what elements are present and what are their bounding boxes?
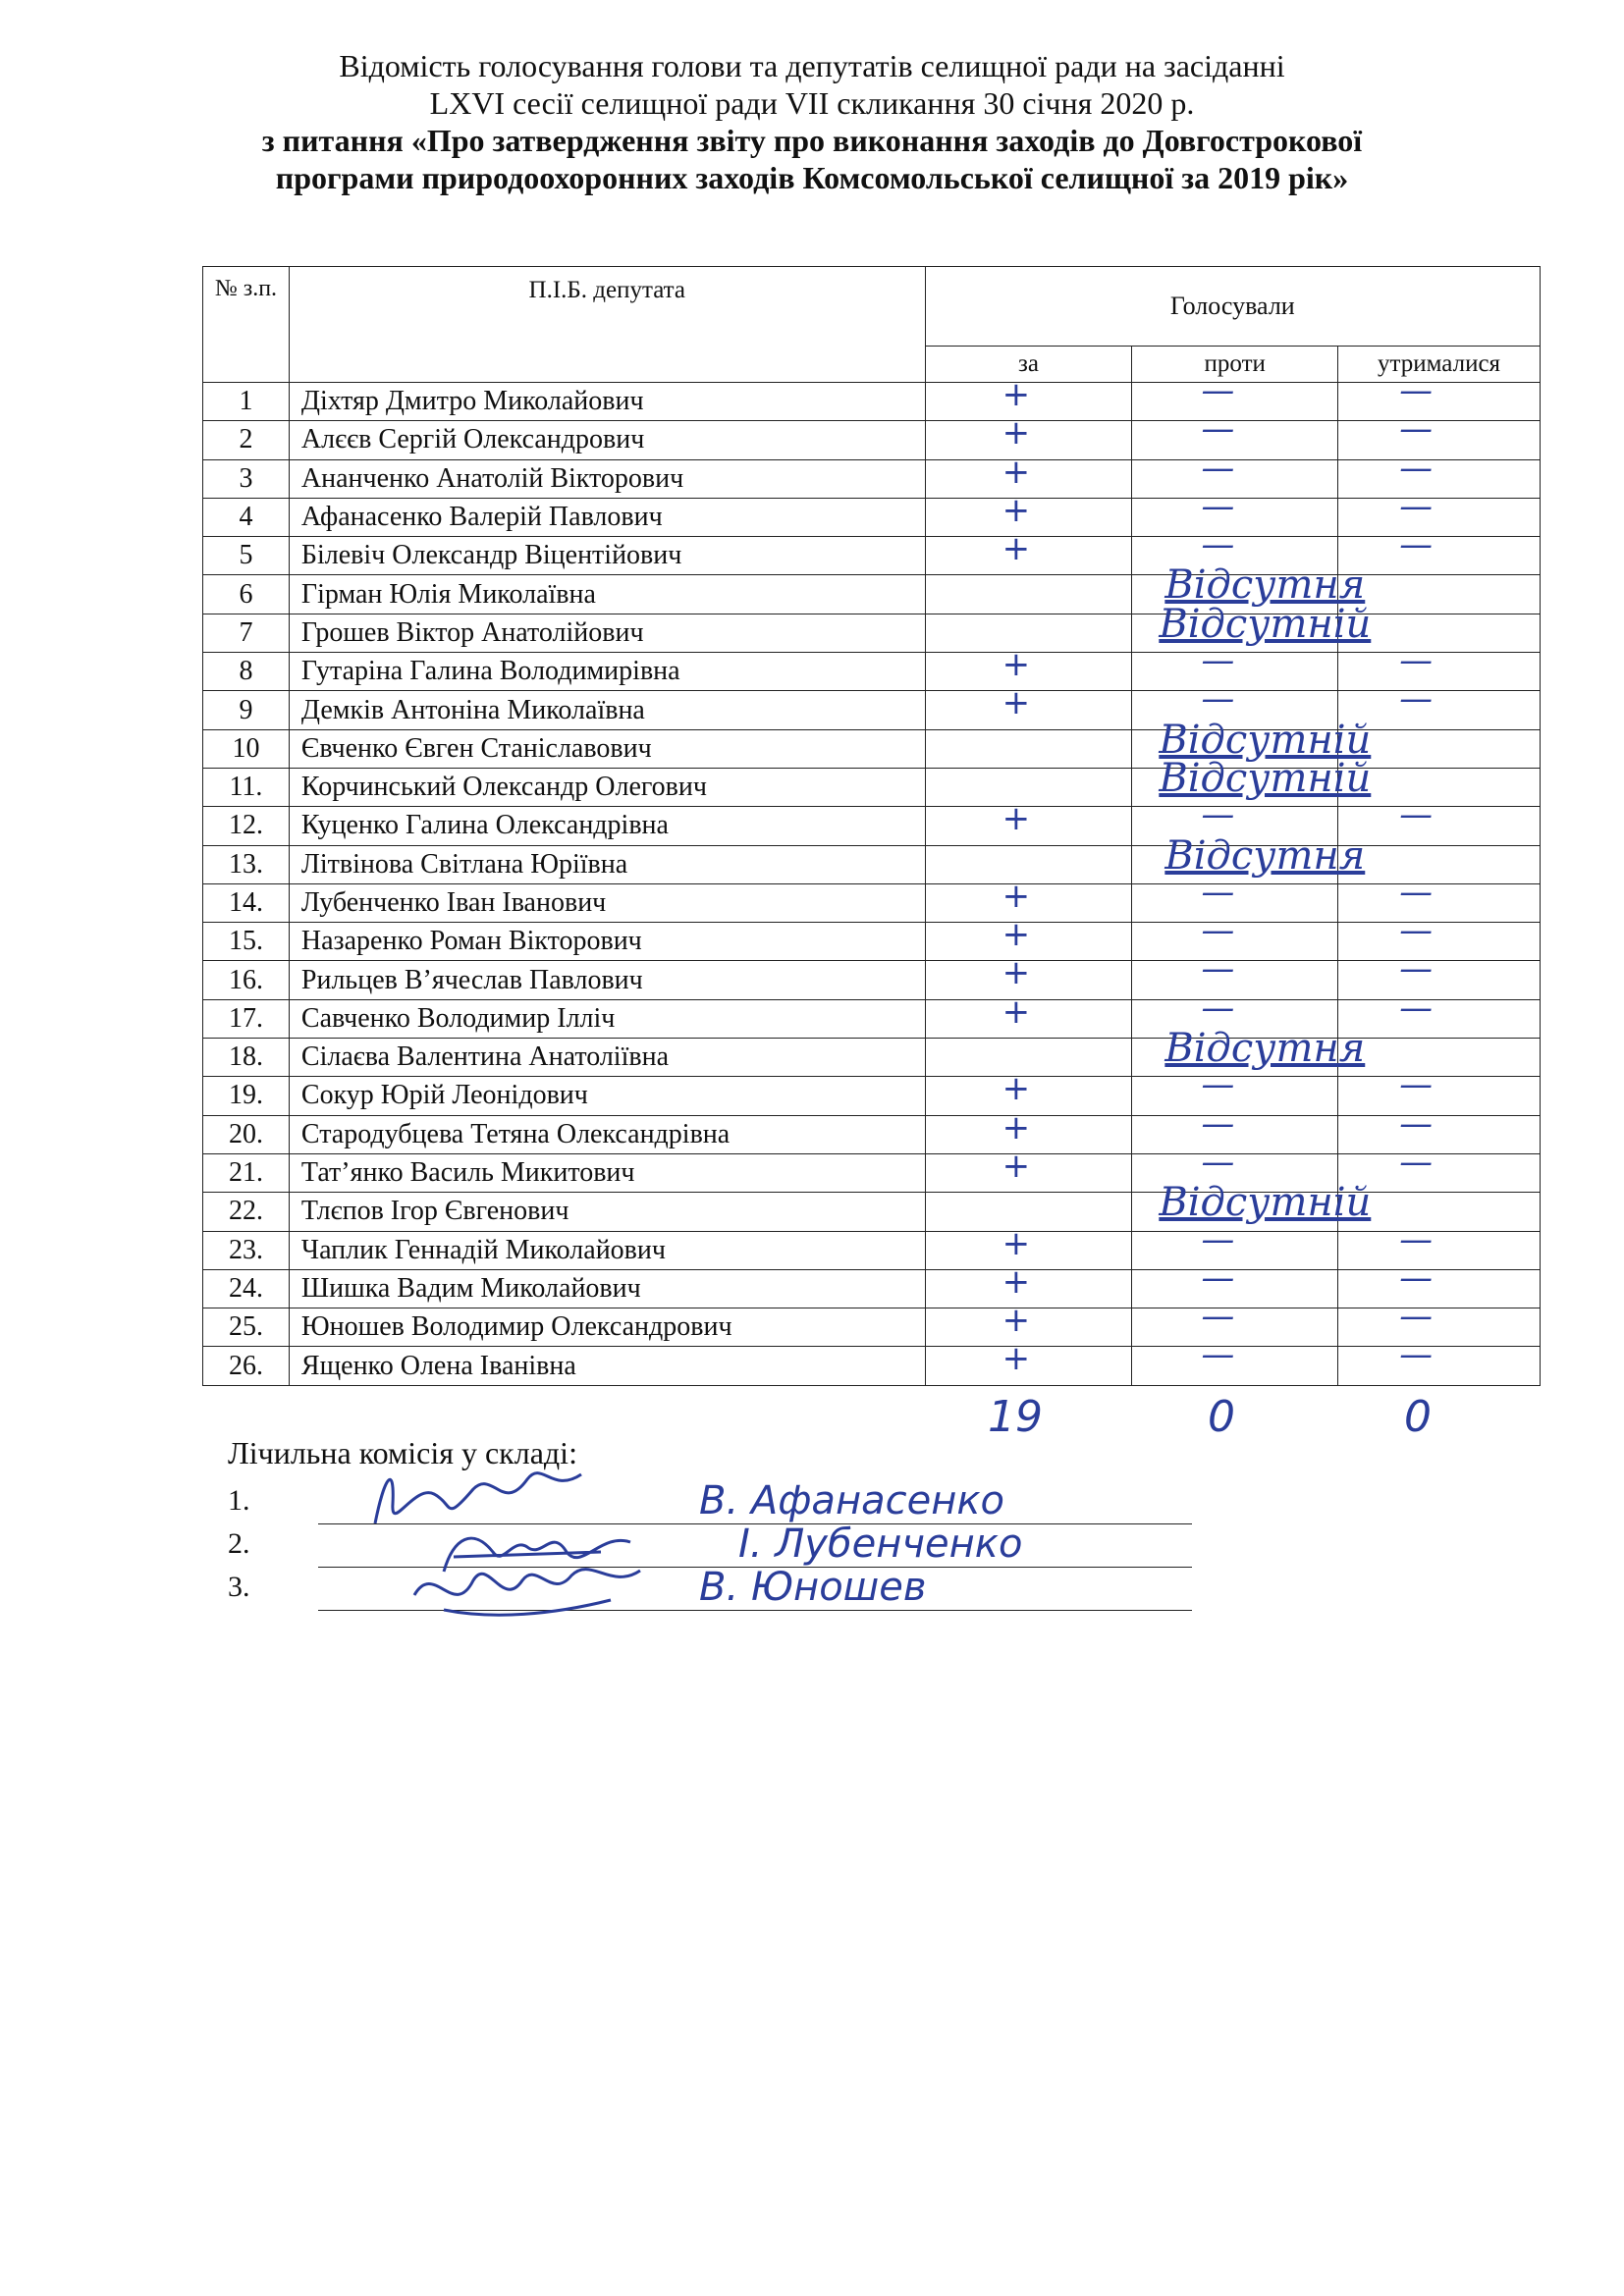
absent-note: Відсутній — [1159, 601, 1372, 647]
plus-mark: + — [1001, 529, 1031, 569]
plus-mark: + — [1001, 799, 1031, 839]
dash-mark: — — [1201, 1219, 1235, 1259]
vote-abstained-cell — [1338, 371, 1541, 421]
deputy-name: Тлєпов Ігор Євгенович — [289, 1193, 925, 1231]
vote-abstained-cell — [1338, 1193, 1541, 1231]
row-number: 19. — [203, 1077, 290, 1115]
row-number: 7 — [203, 614, 290, 652]
table-row — [203, 383, 1541, 421]
vote-abstained-cell — [1338, 1103, 1541, 1153]
vote-for-cell — [925, 575, 1132, 614]
row-number: 17. — [203, 999, 290, 1038]
row-number: 4 — [203, 498, 290, 536]
table-row — [203, 1347, 1541, 1385]
row-number: 9 — [203, 691, 290, 729]
deputy-name: Ященко Олена Іванівна — [289, 1347, 925, 1385]
vote-against-cell — [1132, 872, 1338, 922]
title-line-4: програми природоохоронних заходів Комсомольської селищної за 2019 рік» — [275, 160, 1349, 195]
row-number: 8 — [203, 653, 290, 691]
table-row — [203, 1077, 1541, 1115]
commission-member-1 — [228, 1478, 1004, 1523]
vote-against-cell — [1132, 448, 1338, 498]
row-number: 6 — [203, 575, 290, 614]
deputy-name: Куценко Галина Олександрівна — [289, 807, 925, 845]
absent-note: Відсутній — [1159, 717, 1372, 763]
dash-mark: — — [1201, 1335, 1235, 1375]
total-against: 0 — [1208, 1392, 1235, 1442]
plus-mark: + — [1001, 1146, 1031, 1186]
deputy-name: Корчинський Олександр Олегович — [289, 768, 925, 806]
table-row — [203, 421, 1541, 459]
total-for: 19 — [988, 1392, 1043, 1442]
vote-against-cell — [1132, 1103, 1338, 1153]
vote-against-cell — [1132, 371, 1338, 421]
member-number: 2. — [228, 1527, 250, 1560]
plus-mark: + — [1001, 490, 1031, 530]
absent-note: Відсутній — [1159, 755, 1372, 801]
row-number: 26. — [203, 1347, 290, 1385]
table-row — [203, 1269, 1541, 1308]
plus-mark: + — [1001, 413, 1031, 454]
deputy-name: Сілаєва Валентина Анатоліївна — [289, 1039, 925, 1077]
dash-mark: — — [1399, 1297, 1430, 1337]
deputy-name: Гутаріна Галина Володимирівна — [289, 653, 925, 691]
table-row — [203, 1308, 1541, 1347]
member-name: В. Юношев — [699, 1565, 927, 1610]
vote-against-cell — [1132, 1257, 1338, 1308]
plus-mark: + — [1001, 876, 1031, 916]
absent-note: Відсутня — [1164, 832, 1366, 879]
dash-mark: — — [1399, 1257, 1430, 1298]
dash-mark: — — [1201, 486, 1235, 526]
dash-mark: — — [1201, 795, 1235, 835]
deputy-name: Чаплик Геннадій Миколайович — [289, 1231, 925, 1269]
dash-mark: — — [1399, 525, 1430, 565]
dash-mark: — — [1201, 949, 1235, 989]
dash-mark: — — [1399, 949, 1430, 989]
dash-mark: — — [1201, 409, 1235, 450]
vote-against-cell — [1132, 755, 1372, 806]
table-row — [203, 923, 1541, 961]
vote-for-cell — [925, 1339, 1132, 1385]
deputy-name: Діхтяр Дмитро Миколайович — [289, 383, 925, 421]
vote-against-cell — [1132, 911, 1338, 961]
vote-against-cell — [1132, 1335, 1338, 1385]
table-row — [203, 614, 1541, 652]
vote-for-cell — [925, 991, 1132, 1038]
vote-abstained-cell — [1338, 911, 1541, 961]
dash-mark: — — [1201, 641, 1235, 681]
vote-abstained-cell — [1338, 1065, 1541, 1115]
vote-abstained-cell — [1338, 845, 1541, 883]
deputy-name: Савченко Володимир Ілліч — [289, 999, 925, 1038]
dash-mark: — — [1399, 872, 1430, 912]
dash-mark: — — [1399, 795, 1430, 835]
deputy-name: Алєєв Сергій Олександрович — [289, 421, 925, 459]
dash-mark: — — [1201, 679, 1235, 720]
dash-mark: — — [1399, 371, 1430, 410]
header-name: П.І.Б. депутата — [289, 267, 925, 383]
dash-mark: — — [1399, 1103, 1430, 1144]
row-number: 15. — [203, 923, 290, 961]
table-row — [203, 1231, 1541, 1269]
table-row — [203, 1193, 1541, 1231]
dash-mark: — — [1399, 988, 1430, 1028]
row-number: 11. — [203, 768, 290, 806]
table-row — [203, 653, 1541, 691]
table-row — [203, 498, 1541, 536]
table-row — [203, 1115, 1541, 1153]
row-number: 12. — [203, 807, 290, 845]
vote-abstained-cell — [1338, 448, 1541, 498]
table-row — [203, 883, 1541, 922]
row-number: 16. — [203, 961, 290, 999]
vote-abstained-cell — [1338, 1335, 1541, 1385]
header-abstained: утрималися — [1338, 347, 1541, 383]
dash-mark: — — [1201, 1297, 1235, 1337]
dash-mark: — — [1399, 486, 1430, 526]
deputy-name: Грошев Віктор Анатолійович — [289, 614, 925, 652]
dash-mark: — — [1201, 1065, 1235, 1105]
plus-mark: + — [1001, 645, 1031, 685]
header-against: проти — [1132, 347, 1338, 383]
deputy-name: Ананченко Анатолій Вікторович — [289, 459, 925, 498]
vote-against-cell — [1132, 1065, 1338, 1115]
member-name: І. Лубенченко — [738, 1522, 1023, 1567]
dash-mark: — — [1201, 988, 1235, 1028]
vote-abstained-cell — [1338, 614, 1541, 652]
table-row — [203, 1039, 1541, 1077]
row-number: 20. — [203, 1115, 290, 1153]
dash-mark: — — [1399, 911, 1430, 951]
deputy-name: Гірман Юлія Миколаївна — [289, 575, 925, 614]
deputy-name: Рильцев В’ячеслав Павлович — [289, 961, 925, 999]
member-name: В. Афанасенко — [699, 1478, 1004, 1523]
row-number: 22. — [203, 1193, 290, 1231]
dash-mark: — — [1399, 1065, 1430, 1105]
vote-for-cell — [925, 683, 1132, 729]
vote-for-cell — [925, 529, 1132, 575]
row-number: 13. — [203, 845, 290, 883]
deputy-name: Лубенченко Іван Іванович — [289, 883, 925, 922]
plus-mark: + — [1001, 1107, 1031, 1148]
deputy-name: Юношев Володимир Олександрович — [289, 1308, 925, 1347]
vote-for-cell — [925, 799, 1132, 845]
deputy-name: Назаренко Роман Вікторович — [289, 923, 925, 961]
member-number: 3. — [228, 1571, 250, 1603]
plus-mark: + — [1001, 452, 1031, 492]
member-number: 1. — [228, 1484, 250, 1517]
vote-against-cell — [1132, 601, 1372, 652]
dash-mark: — — [1399, 409, 1430, 450]
vote-abstained-cell — [1338, 768, 1541, 806]
dash-mark: — — [1399, 641, 1430, 681]
dash-mark: — — [1399, 1335, 1430, 1375]
vote-abstained-cell — [1338, 409, 1541, 459]
vote-against-cell — [1132, 832, 1366, 883]
table-body — [203, 371, 1541, 1386]
table-row — [203, 768, 1541, 806]
vote-abstained-cell — [1338, 486, 1541, 536]
deputy-name: Стародубцева Тетяна Олександрівна — [289, 1115, 925, 1153]
title-line-3: з питання «Про затвердження звіту про виконання заходів до Довгострокової — [261, 123, 1363, 158]
deputy-name: Білевіч Олександр Віцентійович — [289, 537, 925, 575]
deputy-name: Євченко Євген Станіславович — [289, 729, 925, 768]
vote-abstained-cell — [1338, 1219, 1541, 1269]
plus-mark: + — [1001, 375, 1031, 414]
dash-mark: — — [1201, 448, 1235, 488]
plus-mark: + — [1001, 991, 1031, 1032]
vote-against-cell — [1132, 409, 1338, 459]
signature-scribble — [355, 1541, 650, 1629]
row-number: 14. — [203, 883, 290, 922]
table-row — [203, 961, 1541, 999]
plus-mark: + — [1001, 915, 1031, 955]
vote-against-cell — [1132, 1026, 1366, 1077]
absent-note: Відсутня — [1164, 1026, 1366, 1072]
dash-mark: — — [1201, 371, 1235, 410]
header-voted: Голосували — [925, 267, 1540, 347]
dash-mark: — — [1399, 448, 1430, 488]
dash-mark: — — [1201, 1142, 1235, 1182]
vote-against-cell — [1132, 1297, 1338, 1347]
commission-label: Лічильна комісія у складі: — [228, 1435, 577, 1470]
total-abstained: 0 — [1404, 1392, 1432, 1442]
plus-mark: + — [1001, 1261, 1031, 1302]
commission-member-3 — [228, 1565, 927, 1610]
dash-mark: — — [1201, 911, 1235, 951]
absent-note: Відсутня — [1164, 562, 1366, 609]
vote-abstained-cell — [1338, 1297, 1541, 1347]
row-number: 18. — [203, 1039, 290, 1077]
commission-member-2 — [228, 1522, 1023, 1567]
dash-mark: — — [1201, 872, 1235, 912]
vote-abstained-cell — [1338, 1257, 1541, 1308]
plus-mark: + — [1001, 1301, 1031, 1341]
vote-abstained-cell — [1338, 872, 1541, 922]
dash-mark: — — [1399, 679, 1430, 720]
row-number: 3 — [203, 459, 290, 498]
dash-mark: — — [1201, 525, 1235, 565]
plus-mark: + — [1001, 953, 1031, 993]
row-number: 10 — [203, 729, 290, 768]
vote-against-cell — [1132, 1180, 1372, 1231]
plus-mark: + — [1001, 1223, 1031, 1263]
row-number: 5 — [203, 537, 290, 575]
dash-mark: — — [1399, 1142, 1430, 1182]
row-number: 23. — [203, 1231, 290, 1269]
row-number: 24. — [203, 1269, 290, 1308]
vote-against-cell — [1132, 949, 1338, 999]
vote-against-cell — [1132, 1219, 1338, 1269]
dash-mark: — — [1201, 1257, 1235, 1298]
document-title — [177, 47, 1447, 196]
deputy-name: Сокур Юрій Леонідович — [289, 1077, 925, 1115]
table-row — [203, 459, 1541, 498]
header-for: за — [925, 347, 1132, 383]
vote-abstained-cell — [1338, 1039, 1541, 1077]
row-number: 1 — [203, 383, 290, 421]
row-number: 2 — [203, 421, 290, 459]
vote-against-cell — [1132, 641, 1338, 691]
absent-note: Відсутній — [1159, 1180, 1372, 1226]
title-line-1: Відомість голосування голови та депутатів селищної ради на засіданні — [339, 48, 1285, 83]
deputy-name: Літвінова Світлана Юріївна — [289, 845, 925, 883]
plus-mark: + — [1001, 1339, 1031, 1379]
voting-table — [202, 266, 1541, 1386]
plus-mark: + — [1001, 1069, 1031, 1109]
deputy-name: Тат’янко Василь Микитович — [289, 1153, 925, 1192]
plus-mark: + — [1001, 683, 1031, 723]
deputy-name: Шишка Вадим Миколайович — [289, 1269, 925, 1308]
title-line-2: LXVI сесії селищної ради VII скликання 30 січня 2020 р. — [429, 85, 1195, 121]
row-number: 25. — [203, 1308, 290, 1347]
vote-abstained-cell — [1338, 641, 1541, 691]
vote-for-cell — [925, 729, 1132, 768]
deputy-name: Афанасенко Валерій Павлович — [289, 498, 925, 536]
deputy-name: Демків Антоніна Миколаївна — [289, 691, 925, 729]
vote-against-cell — [1132, 486, 1338, 536]
vote-abstained-cell — [1338, 949, 1541, 999]
table-row — [203, 845, 1541, 883]
dash-mark: — — [1399, 1219, 1430, 1259]
row-number: 21. — [203, 1153, 290, 1192]
vote-for-cell — [925, 1146, 1132, 1192]
header-number: № з.п. — [203, 267, 290, 383]
dash-mark: — — [1201, 1103, 1235, 1144]
